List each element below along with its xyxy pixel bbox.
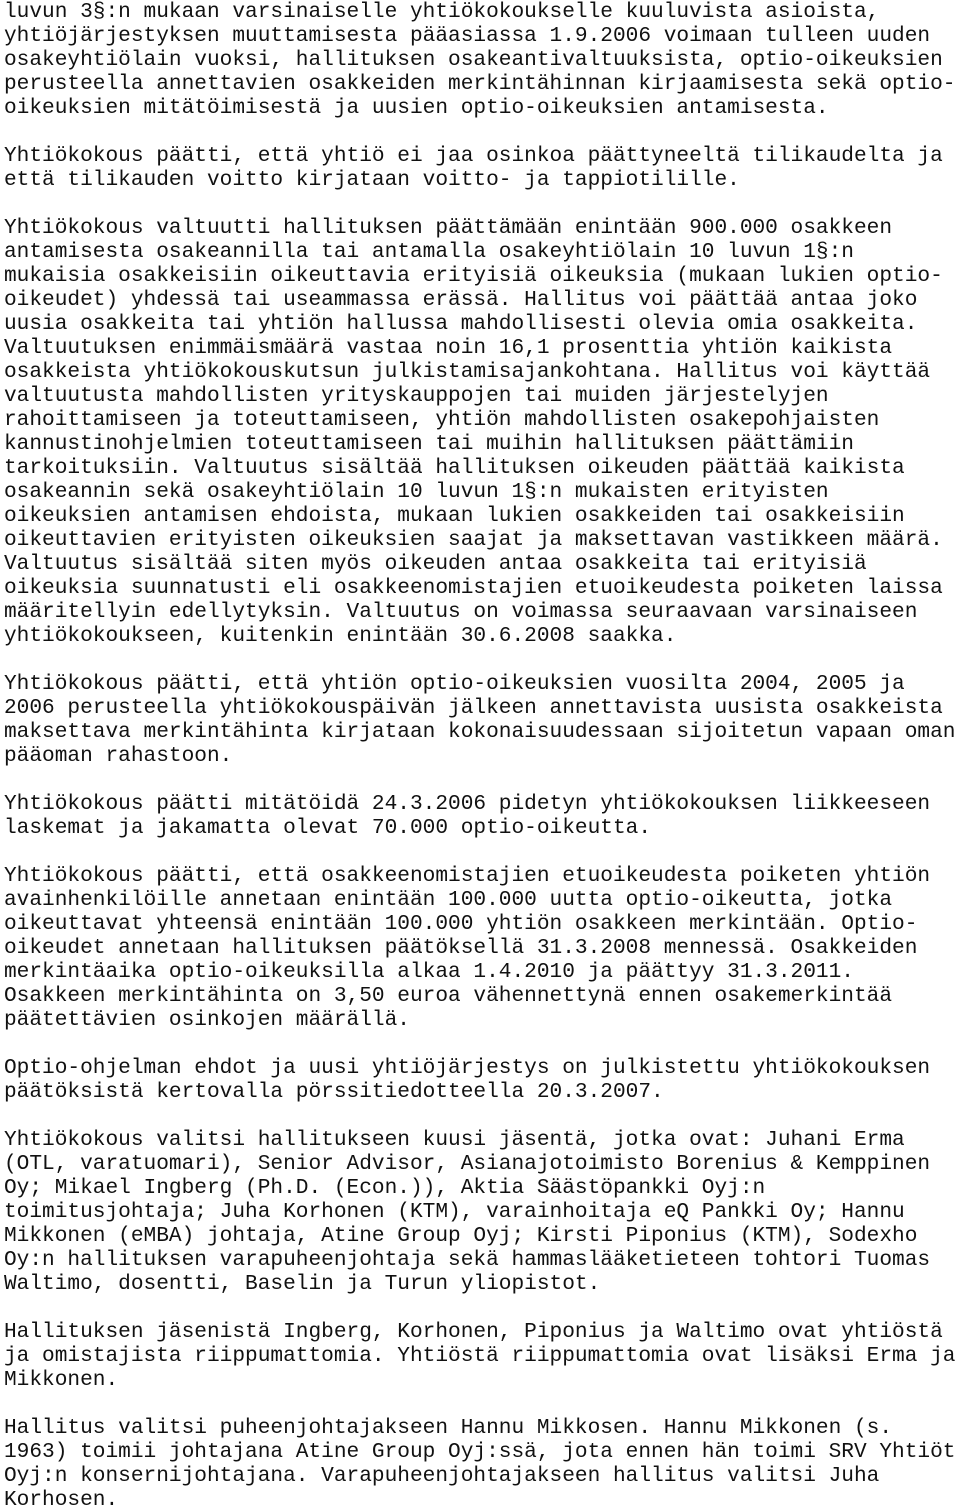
paragraph-subscription-price: Yhtiökokous päätti, että yhtiön optio-oikeuksien vuosilta 2004, 2005 ja 2006 perusteella yhtiökokouspäivän jälkeen annettavista uusista osakkeista maksettava merkintähinta kirjataan kokonaisuudessaan sijoitetun vapaan oman pääoman rahastoon.: [4, 672, 956, 768]
paragraph-agenda-items: luvun 3§:n mukaan varsinaiselle yhtiökokoukselle kuuluvista asioista, yhtiöjärjestyksen muuttamisesta pääasiassa 1.9.2006 voimaan tulleen uuden osakeyhtiölain vuoksi, hallituksen osakeantivaltuuksista, optio-oikeuksien perusteella annettavien osakkeiden merkintähinnan kirjaamisesta sekä optio- oikeuksien mitätöimisestä ja uusien optio-oikeuksien antamisesta.: [4, 0, 956, 120]
paragraph-publication: Optio-ohjelman ehdot ja uusi yhtiöjärjestys on julkistettu yhtiökokouksen päätöksistä kertovalla pörssitiedotteella 20.3.2007.: [4, 1056, 931, 1104]
paragraph-share-issue-authorization: Yhtiökokous valtuutti hallituksen päättämään enintään 900.000 osakkeen antamisesta osakeannilla tai antamalla osakeyhtiölain 10 luvun 1§:n mukaisia osakkeisiin oikeuttavia erityisiä oikeuksia (mukaan lukien optio- oikeudet) yhdessä tai useammassa erässä. Hallitus voi päättää antaa joko uusia osakkeita tai yhtiön hallussa mahdollisesti olevia omia osakkeita. Valtuutuksen enimmäismäärä vastaa noin 16,1 prosenttia yhtiön kaikista osakkeista yhtiökokouskutsun julkistamisajankohtana. Hallitus voi käyttää valtuutusta mahdollisten yrityskauppojen tai muiden järjestelyjen rahoittamiseen ja toteuttamiseen, yhtiön mahdollisten osakepohjaisten kannustinohjelmien toteuttamiseen tai muihin hallituksen päättämiin tarkoituksiin. Valtuutus sisältää hallituksen oikeuden päättää kaikista osakeannin sekä osakeyhtiölain 10 luvun 1§:n mukaisten erityisten oikeuksien antamisen ehdoista, mukaan lukien osakkeiden tai osakkeisiin oikeuttavien erityisten oikeuksien saajat ja maksettavan vastikkeen määrä. Valtuutus sisältää siten myös oikeuden antaa osakkeita tai erityisiä oikeuksia suunnatusti eli osakkeenomistajien etuoikeudesta poiketen laissa määritellyin edellytyksin. Valtuutus on voimassa seuraavaan varsinaiseen yhtiökokoukseen, kuitenkin enintään 30.6.2008 saakka.: [4, 216, 943, 648]
paragraph-dividend: Yhtiökokous päätti, että yhtiö ei jaa osinkoa päättyneeltä tilikaudelta ja että tilikauden voitto kirjataan voitto- ja tappiotilille.: [4, 144, 943, 192]
paragraph-board-members: Yhtiökokous valitsi hallitukseen kuusi jäsentä, jotka ovat: Juhani Erma (OTL, varatuomari), Senior Advisor, Asianajotoimisto Borenius & Kemppinen Oy; Mikael Ingberg (Ph.D. (Econ.)), Aktia Säästöpankki Oyj:n toimitusjohtaja; Juha Korhonen (KTM), varainhoitaja eQ Pankki Oy; Hannu Mikkonen (eMBA) johtaja, Atine Group Oyj; Kirsti Piponius (KTM), Sodexho Oy:n hallituksen varapuheenjohtaja sekä hammaslääketieteen tohtori Tuomas Waltimo, dosentti, Baselin ja Turun yliopistot.: [4, 1128, 931, 1296]
paragraph-new-options: Yhtiökokous päätti, että osakkeenomistajien etuoikeudesta poiketen yhtiön avainhenkilöille annetaan enintään 100.000 uutta optio-oikeutta, jotka oikeuttavat yhteensä enintään 100.000 yhtiön osakkeen merkintään. Optio- oikeudet annetaan hallituksen päätöksellä 31.3.2008 mennessä. Osakkeiden merkintäaika optio-oikeuksilla alkaa 1.4.2010 ja päättyy 31.3.2011. Osakkeen merkintähinta on 3,50 euroa vähennettynä ennen osakemerkintää päätettävien osinkojen määrällä.: [4, 864, 931, 1032]
paragraph-independence: Hallituksen jäsenistä Ingberg, Korhonen, Piponius ja Waltimo ovat yhtiöstä ja omistajista riippumattomia. Yhtiöstä riippumattomia ovat lisäksi Erma ja Mikkonen.: [4, 1320, 956, 1392]
paragraph-chairman: Hallitus valitsi puheenjohtajakseen Hannu Mikkosen. Hannu Mikkonen (s. 1963) toimii johtajana Atine Group Oyj:ssä, jota ennen hän toimi SRV Yhtiöt Oyj:n konsernijohtajana. Varapuheenjohtajakseen hallitus valitsi Juha Korhosen.: [4, 1416, 956, 1512]
paragraph-option-cancellation: Yhtiökokous päätti mitätöidä 24.3.2006 pidetyn yhtiökokouksen liikkeeseen laskemat ja jakamatta olevat 70.000 optio-oikeutta.: [4, 792, 931, 840]
